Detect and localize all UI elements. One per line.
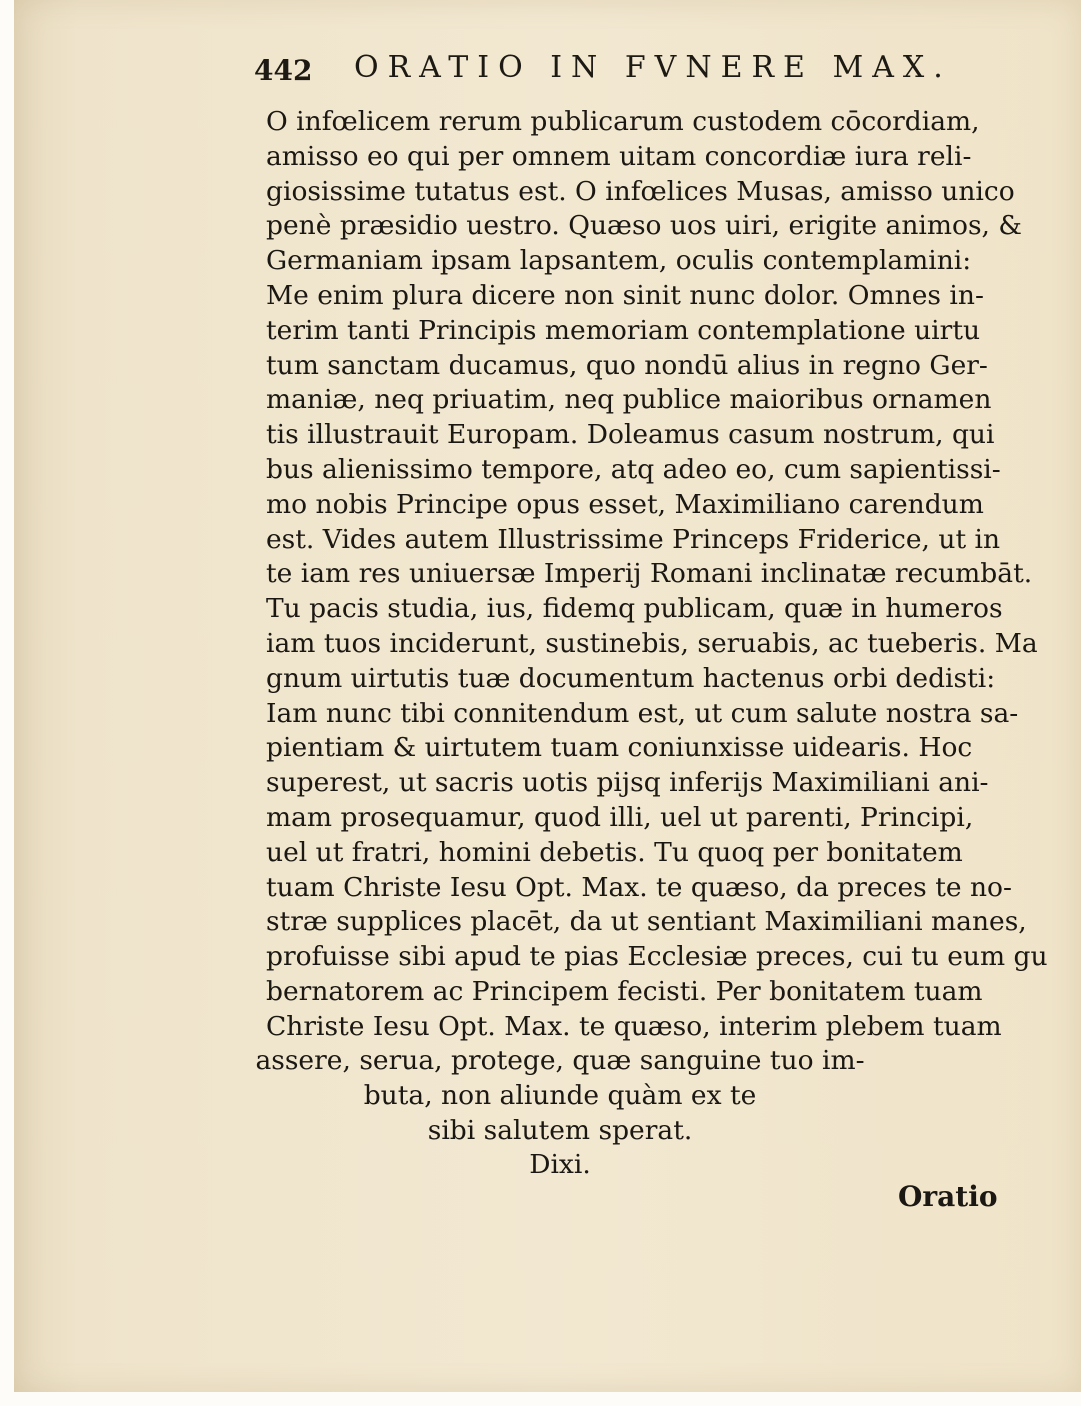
running-head: ORATIO IN FVNERE MAX. [354,50,952,85]
text-line: Me enim plura dicere non sinit nunc dolor. Omnes in- [266,279,984,311]
text-line: est. Vides autem Illustrissime Princeps Friderice, ut in [266,523,1001,555]
text-line: profuisse sibi apud te pias Ecclesiæ preces, cui tu eum gu [266,941,1048,973]
text-line: bernatorem ac Principem fecisti. Per bonitatem tuam [266,975,983,1007]
text-line: terim tanti Principis memoriam contemplatione uirtu [266,314,981,346]
text-line: penè præsidio uestro. Quæso uos uiri, erigite animos, & [266,210,1022,242]
text-line: te iam res uniuersæ Imperij Romani inclinatæ recumbāt. [266,558,1033,590]
body-text [266,105,1048,1045]
text-line: uel ut fratri, homini debetis. Tu quoq per bonitatem [266,836,963,868]
text-line: pientiam & uirtutem tuam coniunxisse uidearis. Hoc [266,732,973,764]
text-line: tis illustrauit Europam. Doleamus casum nostrum, qui [266,419,995,451]
text-line: mam prosequamur, quod illi, uel ut parenti, Principi, [266,801,974,833]
text-line: tuam Christe Iesu Opt. Max. te quæso, da preces te no- [266,871,1012,903]
text-line: Germaniam ipsam lapsantem, oculis contemplamini: [266,245,972,277]
text-line: amisso eo qui per omnem uitam concordiæ iura reli- [266,140,972,172]
closing-line: sibi salutem sperat. [427,1114,693,1146]
text-line: gnum uirtutis tuæ documentum hactenus orbi dedisti: [266,662,996,694]
text-line: superest, ut sacris uotis pijsq inferijs Maximiliani ani- [266,767,989,799]
text-line: O infœlicem rerum publicarum custodem cōcordiam, [266,106,980,137]
text-line: stræ supplices placēt, da ut sentiant Maximiliani manes, [266,906,1027,938]
page-number: 442 [254,54,313,87]
text-line: tum sanctam ducamus, quo nondū alius in regno Ger- [266,349,988,381]
closing-line: assere, serua, protege, quæ sanguine tuo im- [255,1045,865,1076]
text-line: iam tuos inciderunt, sustinebis, seruabis, ac tueberis. Ma [266,627,1038,659]
closing-paragraph [250,1044,870,1183]
text-line: Iam nunc tibi connitendum est, ut cum salute nostra sa- [266,697,1019,729]
text-line: Christe Iesu Opt. Max. te quæso, interim plebem tuam [266,1010,1002,1042]
text-line: giosissime tutatus est. O infœlices Musas, amisso unico [266,175,1015,207]
catchword: Oratio [898,1180,998,1213]
text-line: bus alienissimo tempore, atq adeo eo, cum sapientissi- [266,453,1001,485]
closing-line: Dixi. [529,1149,591,1181]
closing-line: buta, non aliunde quàm ex te [363,1079,757,1111]
text-line: mo nobis Principe opus esset, Maximiliano carendum [266,488,984,520]
text-line: maniæ, neq priuatim, neq publice maioribus ornamen [266,384,992,416]
text-line: Tu pacis studia, ius, fidemq publicam, quæ in humeros [266,593,1003,625]
